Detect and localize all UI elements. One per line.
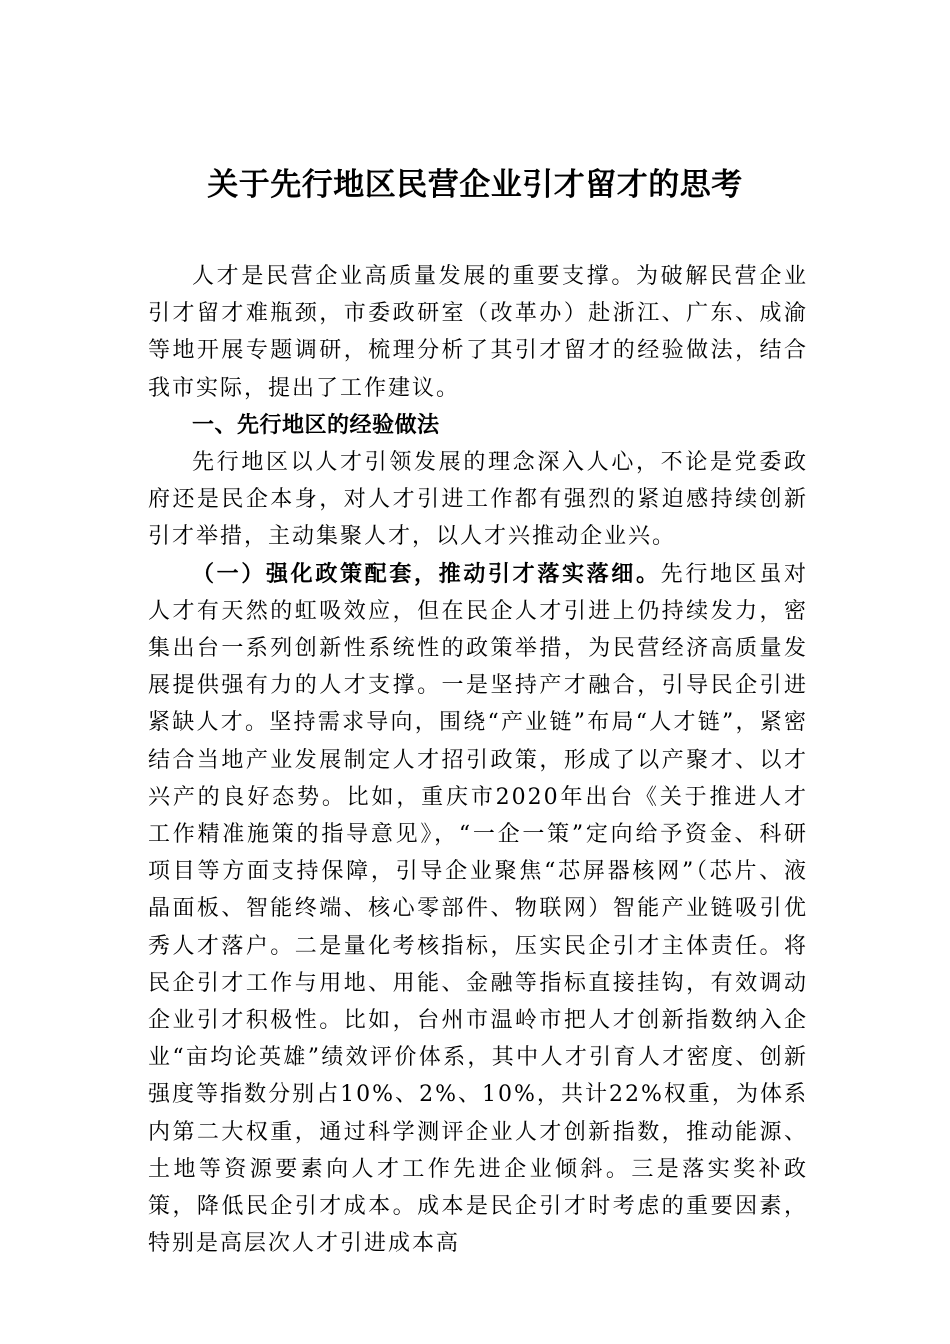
intro-paragraph: 人才是民营企业高质量发展的重要支撑。为破解民营企业引才留才难瓶颈，市委政研室（改革办）赴浙江、广东、成渝等地开展专题调研，梳理分析了其引才留才的经验做法，结合我市实际，提出了工作建议。	[148, 264, 808, 401]
subsection-body: 先行地区虽对人才有天然的虹吸效应，但在民企人才引进上仍持续发力，密集出台一系列创新性系统性的政策举措，为民营经济高质量发展提供强有力的人才支撑。一是坚持产才融合，引导民企引进紧缺人才。坚持需求导向，围绕“产业链”布局“人才链”，紧密结合当地产业发展制定人才招引政策，形成了以产聚才、以才兴产的良好态势。比如，重庆市2020年出台《关于推进人才工作精准施策的指导意见》，“一企一策”定向给予资金、科研项目等方面支持保障，引导企业聚焦“芯屏器核网”（芯片、液晶面板、智能终端、核心零部件、物联网）智能产业链吸引优秀人才落户。二是量化考核指标，压实民企引才主体责任。将民企引才工作与用地、用能、金融等指标直接挂钩，有效调动企业引才积极性。比如，台州市温岭市把人才创新指数纳入企业“亩均论英雄”绩效评价体系，其中人才引育人才密度、创新强度等指数分别占10%、2%、10%，共计22%权重，为体系内第二大权重，通过科学测评企业人才创新指数，推动能源、土地等资源要素向人才工作先进企业倾斜。三是落实奖补政策，降低民企引才成本。成本是民企引才时考虑的重要因素，特别是高层次人才引进成本高	[148, 561, 808, 1257]
subsection-lead: （一）强化政策配套，推动引才落实落细。	[192, 560, 661, 587]
section-paragraph: 先行地区以人才引领发展的理念深入人心，不论是党委政府还是民企本身，对人才引进工作都有强烈的紧迫感持续创新引才举措，主动集聚人才，以人才兴推动企业兴。	[148, 450, 808, 550]
document-body	[148, 258, 808, 1262]
section-heading: 一、先行地区的经验做法	[192, 412, 440, 438]
subsection-paragraph	[148, 556, 808, 1263]
document-title: 关于先行地区民营企业引才留才的思考	[207, 167, 743, 203]
